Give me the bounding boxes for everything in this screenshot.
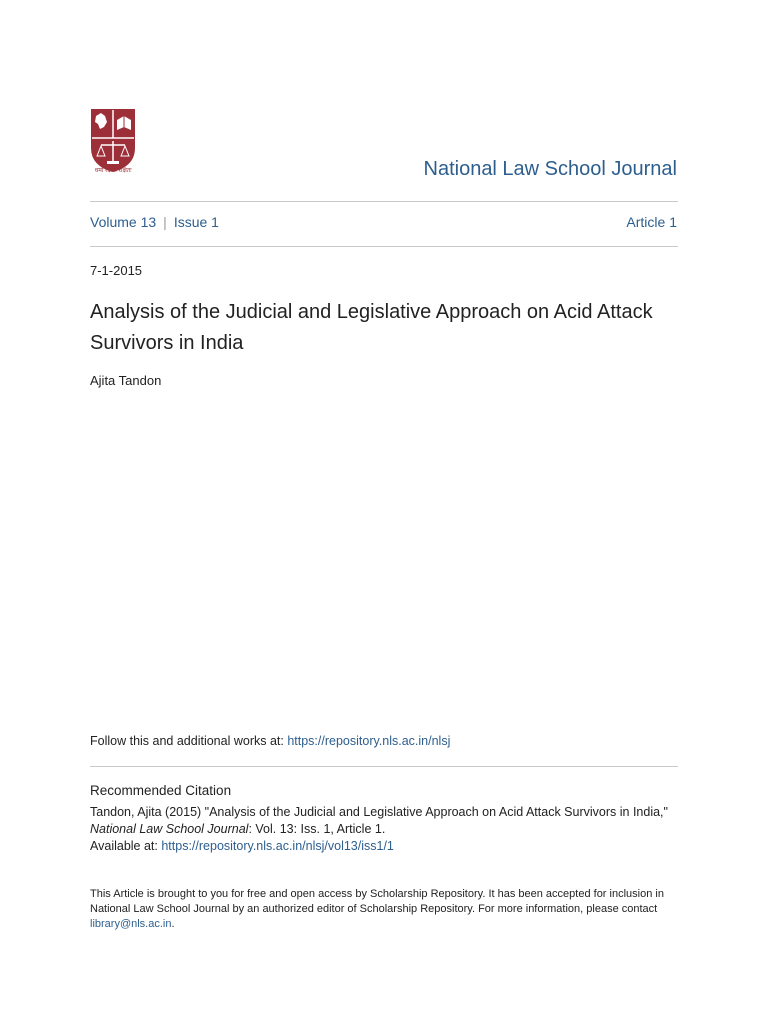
notice-end: . [171, 918, 175, 930]
header-divider [90, 201, 678, 202]
notice-text: This Article is brought to you for free and open access by Scholarship Repository. It has been accepted for inclusion in National Law School Journal by an authorized editor of Scholarship Repository. For more information, please contact [90, 888, 664, 915]
citation-volume: : Vol. 13: Iss. 1, Article 1. [248, 822, 386, 836]
citation-line: Tandon, Ajita (2015) "Analysis of the Judicial and Legislative Approach on Acid Attack Survivors in India," [90, 805, 668, 819]
logo-motto: धर्मो रक्षति रक्षितः [94, 168, 132, 174]
citation-heading: Recommended Citation [90, 783, 232, 798]
issue-bar-divider [90, 246, 678, 247]
follow-text: Follow this and additional works at: [90, 734, 288, 748]
available-label: Available at: [90, 839, 162, 853]
separator: | [163, 214, 167, 230]
contact-email-link[interactable]: library@nls.ac.in [90, 918, 172, 930]
article-author: Ajita Tandon [90, 373, 162, 388]
citation-divider [90, 766, 678, 767]
article-title: Analysis of the Judicial and Legislative Approach on Acid Attack Survivors in India [90, 301, 653, 354]
issue-link[interactable]: Issue 1 [173, 214, 219, 230]
citation-journal: National Law School Journal [90, 822, 249, 836]
issue-bar [90, 214, 677, 232]
volume-link[interactable]: Volume 13 [90, 214, 157, 230]
citation-body [90, 804, 690, 855]
citation-available-line [90, 838, 690, 855]
access-notice [90, 887, 670, 932]
publication-date: 7-1-2015 [90, 263, 143, 278]
follow-line [90, 734, 450, 748]
repository-link[interactable]: https://repository.nls.ac.in/nlsj [287, 734, 451, 748]
citation-journal-line [90, 821, 690, 838]
journal-name-link[interactable]: National Law School Journal [423, 158, 677, 180]
article-link[interactable]: Article 1 [626, 214, 677, 230]
article-url-link[interactable]: https://repository.nls.ac.in/nlsj/vol13/iss1/1 [161, 839, 394, 853]
